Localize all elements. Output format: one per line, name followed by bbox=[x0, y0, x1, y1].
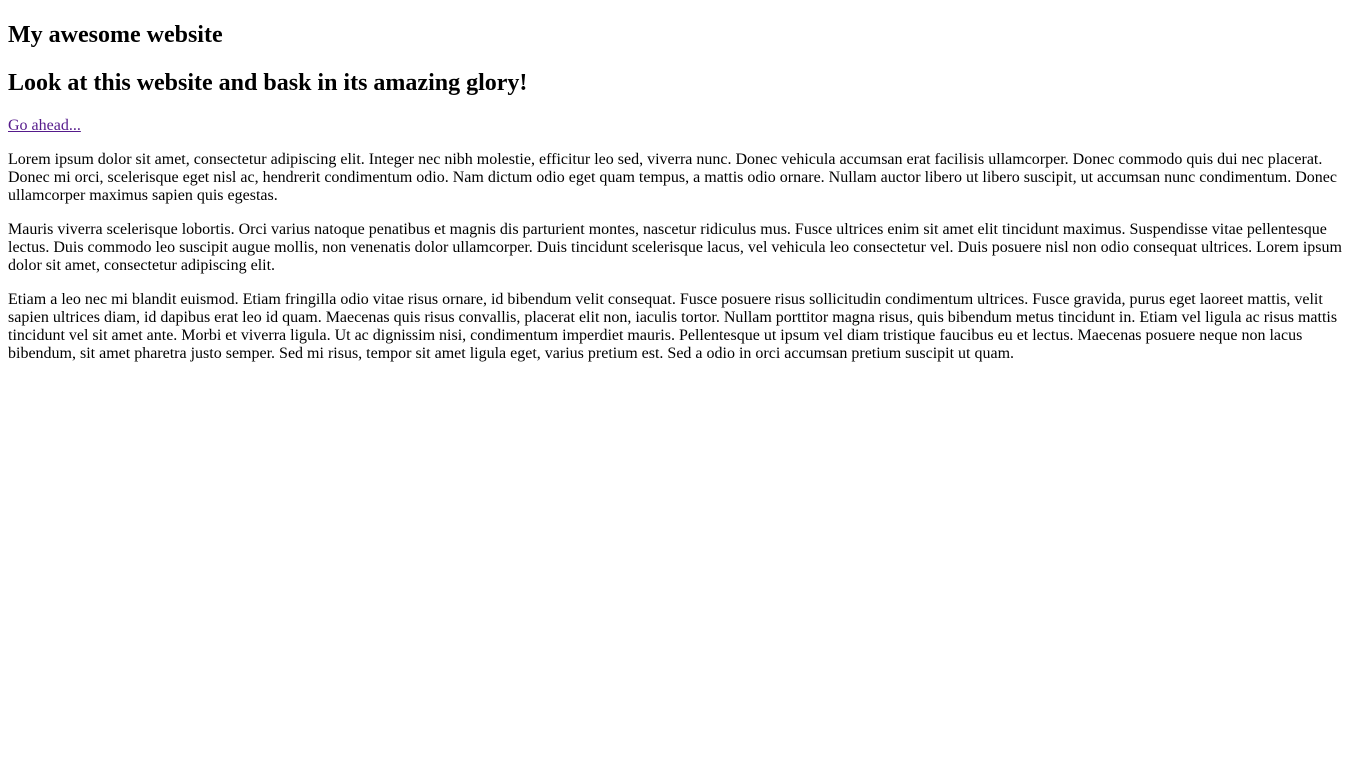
go-ahead-link[interactable]: Go ahead... bbox=[8, 117, 81, 134]
site-title: My awesome website bbox=[8, 22, 223, 48]
link-container bbox=[8, 117, 1358, 151]
paragraph-1: Lorem ipsum dolor sit amet, consectetur adipiscing elit. Integer nec nibh molestie, efficitur leo sed, viverra nunc. Donec vehicula accumsan erat facilisis ullamcorper. Donec commodo quis dui nec placerat. Donec mi orci, scelerisque eget nisl ac, hendrerit condimentum odio. Nam dictum odio eget quam tempus, a mattis odio ornare. Nullam auctor libero ut libero suscipit, ut accumsan nunc condimentum. Donec ullamcorper maximus sapien quis egestas. bbox=[8, 151, 1337, 204]
paragraph-3: Etiam a leo nec mi blandit euismod. Etiam fringilla odio vitae risus ornare, id bibendum velit consequat. Fusce posuere risus sollicitudin condimentum ultrices. Fusce gravida, purus eget laoreet mattis, velit sapien ultrices diam, id dapibus erat leo id quam. Maecenas quis risus convallis, placerat elit non, iaculis tortor. Nullam porttitor magna risus, quis bibendum metus tincidunt in. Etiam vel ligula ac risus mattis tincidunt vel sit amet ante. Morbi et viverra ligula. Ut ac dignissim nisi, condimentum imperdiet mauris. Pellentesque ut ipsum vel diam tristique faucibus eu et lectus. Maecenas posuere neque non lacus bibendum, sit amet pharetra justo semper. Sed mi risus, tempor sit amet ligula eget, varius pretium est. Sed a odio in orci accumsan pretium suscipit ut quam. bbox=[8, 291, 1338, 362]
paragraph-2: Mauris viverra scelerisque lobortis. Orci varius natoque penatibus et magnis dis parturient montes, nascetur ridiculus mus. Fusce ultrices enim sit amet elit tincidunt maximus. Suspendisse vitae pellentesque lectus. Duis commodo leo suscipit augue mollis, non venenatis dolor ullamcorper. Duis tincidunt scelerisque lacus, vel vehicula leo consectetur vel. Duis posuere nisl non odio consequat ultrices. Lorem ipsum dolor sit amet, consectetur adipiscing elit. bbox=[8, 221, 1342, 274]
site-subtitle: Look at this website and bask in its amazing glory! bbox=[8, 70, 528, 96]
